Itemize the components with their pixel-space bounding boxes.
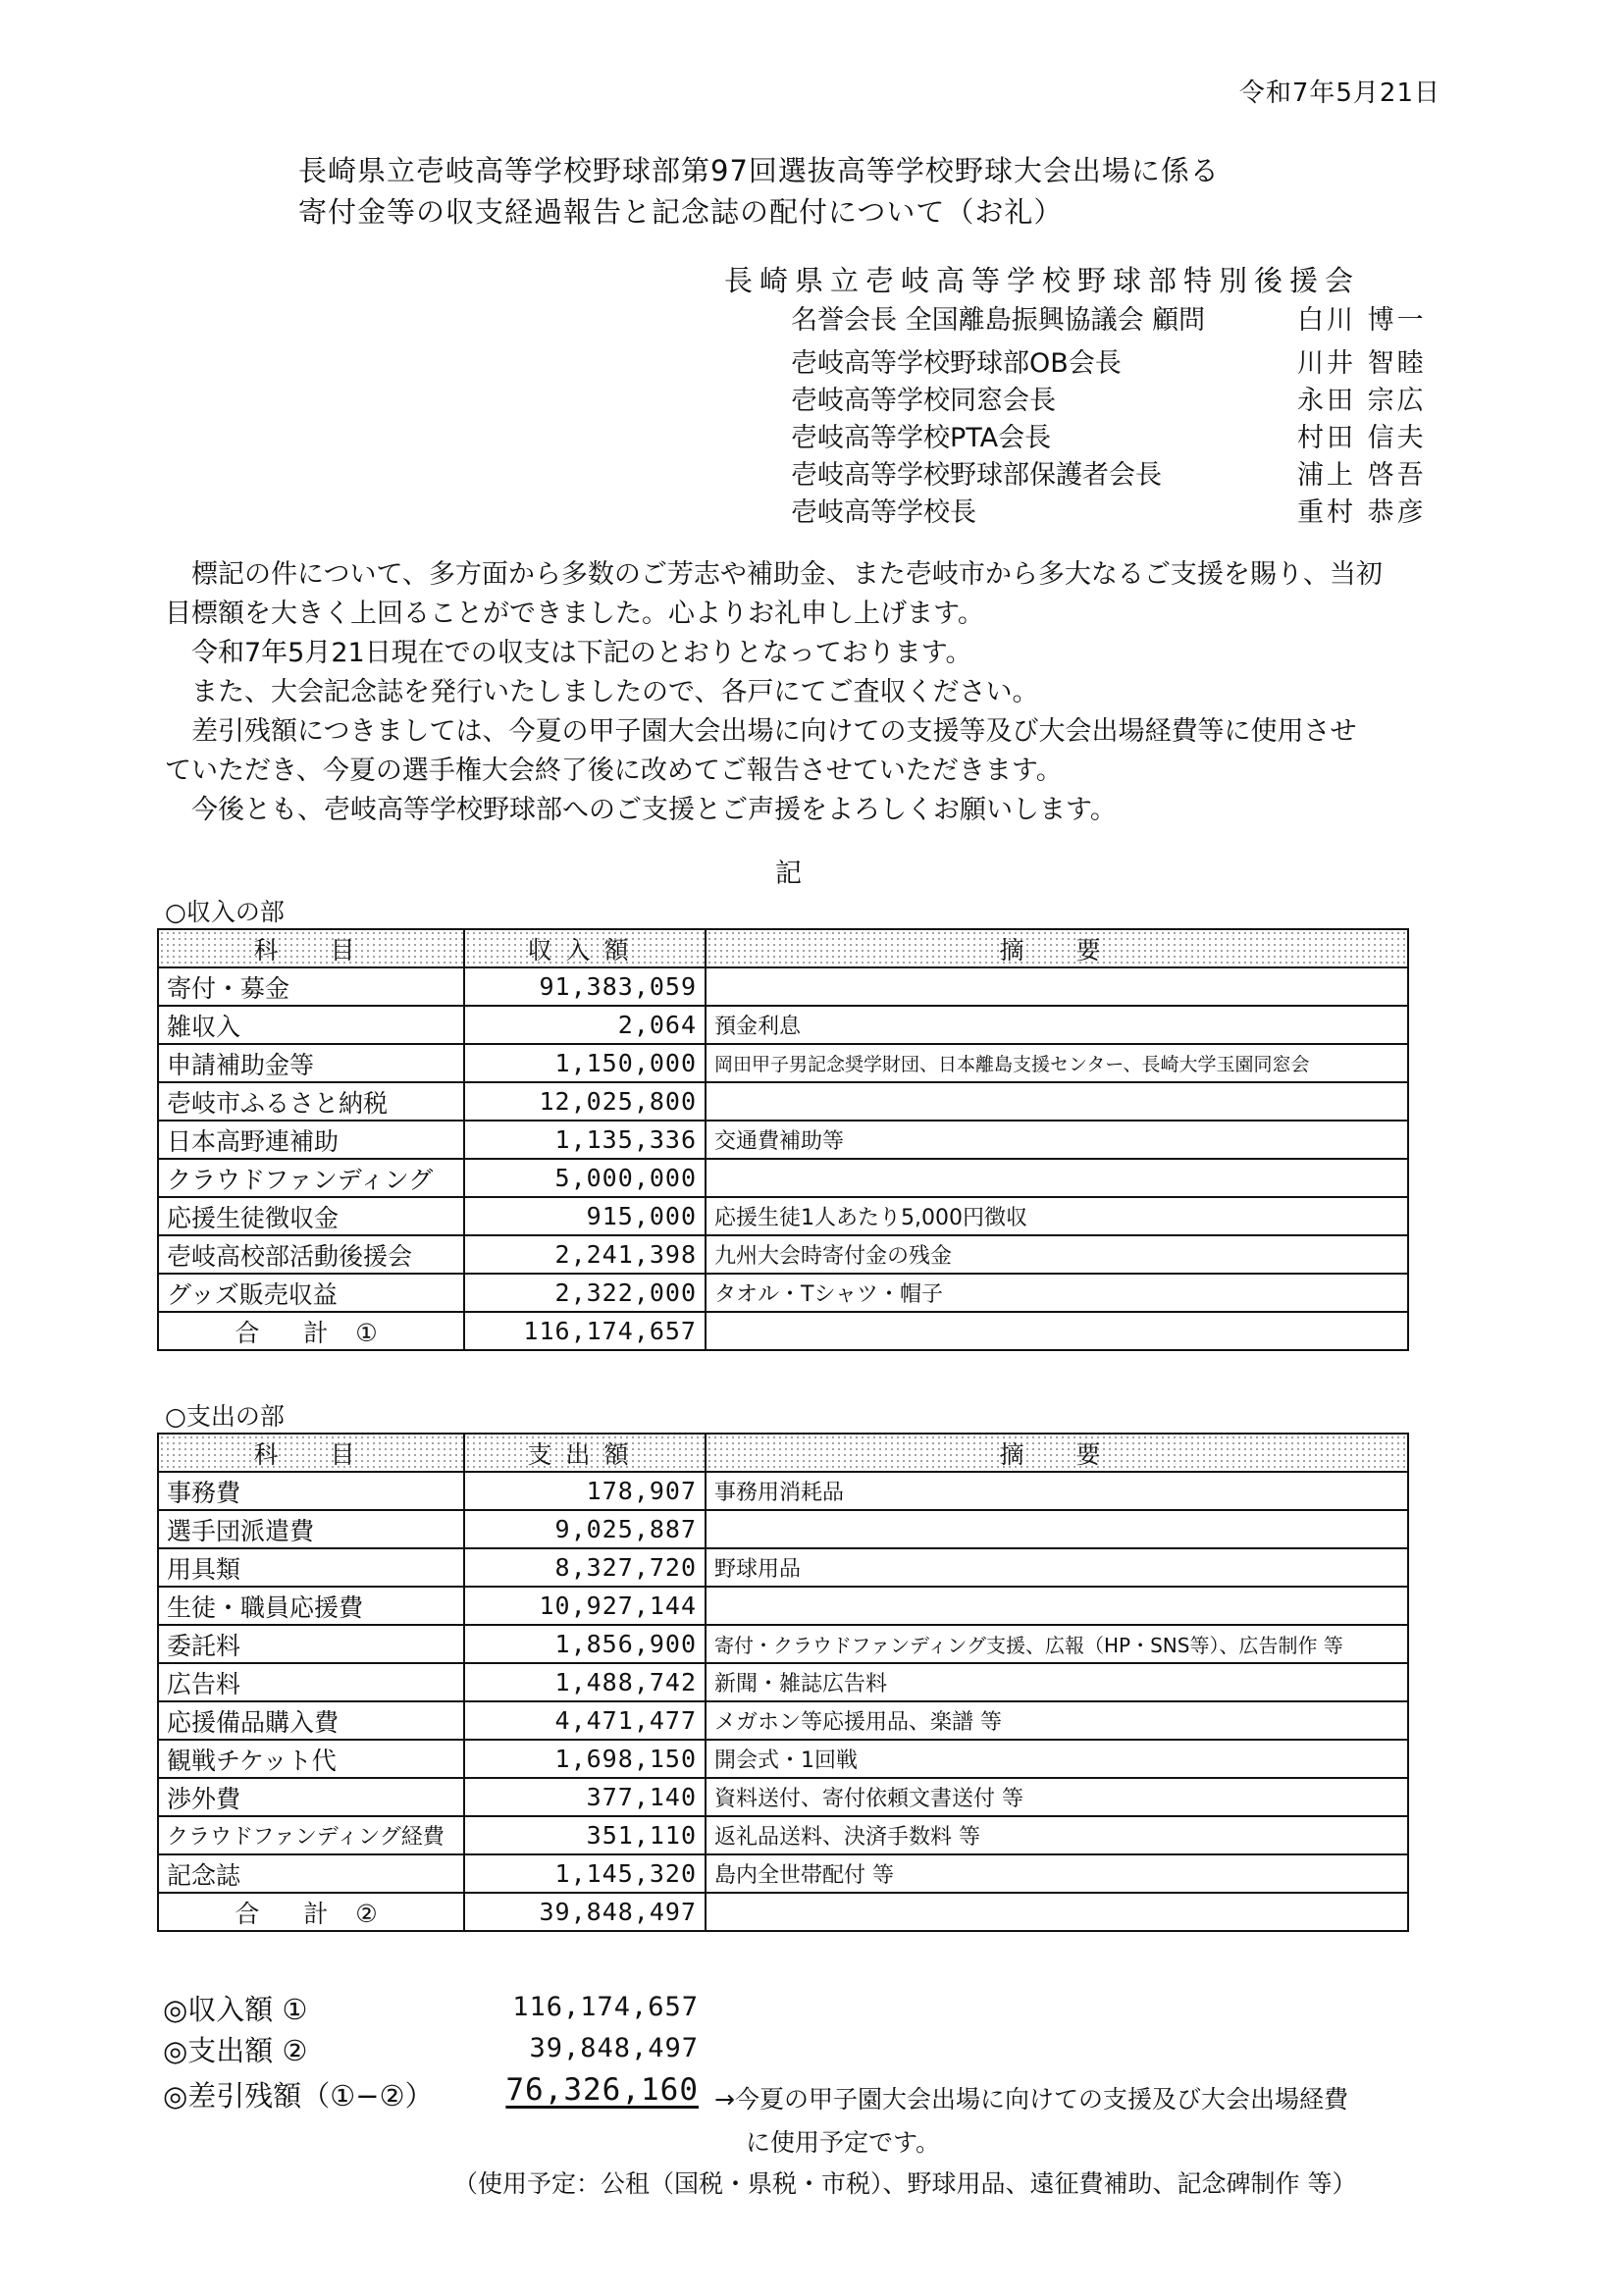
item-cell: クラウドファンディング経費 [158, 1816, 464, 1854]
total-note [706, 1893, 1408, 1931]
ki-heading: 記 [775, 859, 802, 889]
table-row [158, 1854, 1408, 1893]
body-line: 目標額を大きく上回ることができました。心よりお礼申し上げます。 [165, 599, 984, 629]
item-cell: 記念誌 [158, 1854, 464, 1893]
official-role: 壱岐高等学校PTA会長 [791, 423, 1052, 453]
note-cell: 岡田甲子男記念奨学財団、日本離島支援センター、長崎大学玉園同窓会 [706, 1044, 1408, 1082]
note-cell: 野球用品 [706, 1548, 1408, 1587]
planned-use-note: （使用予定：公租（国税・県税・市税）、野球用品、遠征費補助、記念碑制作 等） [453, 2169, 1357, 2198]
expense-section-label: ○支出の部 [165, 1402, 285, 1431]
amount-cell: 1,488,742 [464, 1663, 706, 1701]
note-cell [706, 1510, 1408, 1548]
header-amount: 支出額 [464, 1434, 706, 1472]
balance-note-line-1: →今夏の甲子園大会出場に向けての支援及び大会出場経費 [714, 2085, 1348, 2113]
table-row [158, 1663, 1408, 1701]
document-title-line-1: 長崎県立壱岐高等学校野球部第97回選抜高等学校野球大会出場に係る [298, 154, 1220, 187]
amount-cell: 2,241,398 [464, 1235, 706, 1274]
organization-name: 長崎県立壱岐高等学校野球部特別後援会 [724, 264, 1361, 297]
note-cell: 交通費補助等 [706, 1121, 1408, 1159]
table-row [158, 1235, 1408, 1274]
note-cell: 新聞・雑誌広告料 [706, 1663, 1408, 1701]
header-item: 科 目 [158, 1434, 464, 1472]
item-cell: 広告料 [158, 1663, 464, 1701]
note-cell: 開会式・1回戦 [706, 1740, 1408, 1778]
amount-cell: 2,064 [464, 1006, 706, 1044]
summary-expense-value: 39,848,497 [529, 2033, 699, 2063]
body-line: 令和7年5月21日現在での収支は下記のとおりとなっております。 [165, 638, 972, 668]
body-text [165, 555, 1460, 830]
table-row [158, 1587, 1408, 1625]
note-cell [706, 1587, 1408, 1625]
amount-cell: 12,025,800 [464, 1082, 706, 1121]
income-section-label: ○収入の部 [165, 898, 285, 926]
table-row [158, 1701, 1408, 1740]
summary-income-label: ◎収入額 ① [163, 1993, 308, 2026]
amount-cell: 2,322,000 [464, 1274, 706, 1312]
total-amount: 39,848,497 [464, 1893, 706, 1931]
table-row [158, 967, 1408, 1006]
summary-expense-label: ◎支出額 ② [163, 2034, 308, 2067]
header-note: 摘 要 [706, 929, 1408, 967]
note-cell: 返礼品送料、決済手数料 等 [706, 1816, 1408, 1854]
item-cell: 委託料 [158, 1625, 464, 1663]
official-name: 村田 信夫 [1297, 423, 1427, 453]
body-line: 標記の件について、多方面から多数のご芳志や補助金、また壱岐市から多大なるご支援を賜り、当初 [165, 559, 1383, 590]
item-cell: 日本高野連補助 [158, 1121, 464, 1159]
note-cell: 事務用消耗品 [706, 1472, 1408, 1510]
note-cell [706, 1082, 1408, 1121]
official-name: 永田 宗広 [1297, 386, 1427, 416]
header-item: 科 目 [158, 929, 464, 967]
table-header-row [158, 929, 1408, 967]
item-cell: 生徒・職員応援費 [158, 1587, 464, 1625]
note-cell: 島内全世帯配付 等 [706, 1854, 1408, 1893]
amount-cell: 10,927,144 [464, 1587, 706, 1625]
balance-note-line-2: に使用予定です。 [746, 2128, 941, 2157]
official-name: 白川 博一 [1297, 305, 1427, 336]
total-note [706, 1312, 1408, 1350]
table-row [158, 1006, 1408, 1044]
item-cell: グッズ販売収益 [158, 1274, 464, 1312]
table-row [158, 1740, 1408, 1778]
table-total-row [158, 1312, 1408, 1350]
amount-cell: 351,110 [464, 1816, 706, 1854]
item-cell: 壱岐高校部活動後援会 [158, 1235, 464, 1274]
income-table [157, 928, 1409, 1351]
expense-table [157, 1433, 1409, 1932]
amount-cell: 1,698,150 [464, 1740, 706, 1778]
body-line: 差引残額につきましては、今夏の甲子園大会出場に向けての支援等及び大会出場経費等に使用させ [165, 716, 1357, 747]
item-cell: 壱岐市ふるさと納税 [158, 1082, 464, 1121]
item-cell: 応援生徒徴収金 [158, 1197, 464, 1235]
amount-cell: 915,000 [464, 1197, 706, 1235]
table-row [158, 1159, 1408, 1197]
total-label: 合 計 ② [158, 1893, 464, 1931]
table-row [158, 1082, 1408, 1121]
table-row [158, 1816, 1408, 1854]
table-header-row [158, 1434, 1408, 1472]
note-cell: 資料送付、寄付依頼文書送付 等 [706, 1778, 1408, 1816]
item-cell: 観戦チケット代 [158, 1740, 464, 1778]
amount-cell: 8,327,720 [464, 1548, 706, 1587]
table-row [158, 1510, 1408, 1548]
amount-cell: 91,383,059 [464, 967, 706, 1006]
header-amount: 収入額 [464, 929, 706, 967]
item-cell: 事務費 [158, 1472, 464, 1510]
amount-cell: 377,140 [464, 1778, 706, 1816]
body-line: ていただき、今夏の選手権大会終了後に改めてご報告させていただきます。 [165, 756, 1063, 786]
amount-cell: 9,025,887 [464, 1510, 706, 1548]
official-name: 川井 智睦 [1297, 348, 1427, 379]
item-cell: 申請補助金等 [158, 1044, 464, 1082]
note-cell: 寄付・クラウドファンディング支援、広報（HP・SNS等）、広告制作 等 [706, 1625, 1408, 1663]
table-row [158, 1548, 1408, 1587]
table-row [158, 1778, 1408, 1816]
body-line: 今後とも、壱岐高等学校野球部へのご支援とご声援をよろしくお願いします。 [165, 795, 1117, 825]
summary-balance-label: ◎差引残額（①−②） [163, 2079, 434, 2113]
note-cell [706, 1159, 1408, 1197]
note-cell: タオル・Tシャツ・帽子 [706, 1274, 1408, 1312]
official-role: 壱岐高等学校野球部保護者会長 [791, 460, 1162, 491]
official-name: 浦上 啓吾 [1297, 460, 1427, 491]
item-cell: 雑収入 [158, 1006, 464, 1044]
amount-cell: 1,145,320 [464, 1854, 706, 1893]
amount-cell: 4,471,477 [464, 1701, 706, 1740]
official-role: 壱岐高等学校野球部OB会長 [791, 348, 1122, 379]
item-cell: 寄付・募金 [158, 967, 464, 1006]
note-cell: メガホン等応援用品、楽譜 等 [706, 1701, 1408, 1740]
table-row [158, 1197, 1408, 1235]
document-title-line-2: 寄付金等の収支経過報告と記念誌の配付について（お礼） [298, 195, 1064, 229]
amount-cell: 178,907 [464, 1472, 706, 1510]
summary-income-value: 116,174,657 [512, 1992, 699, 2022]
header-note: 摘 要 [706, 1434, 1408, 1472]
item-cell: 用具類 [158, 1548, 464, 1587]
official-name: 重村 恭彦 [1297, 497, 1427, 528]
body-line: また、大会記念誌を発行いたしましたので、各戸にてご査収ください。 [165, 677, 1039, 707]
document-date: 令和7年5月21日 [1238, 78, 1440, 108]
table-row [158, 1121, 1408, 1159]
item-cell: クラウドファンディング [158, 1159, 464, 1197]
note-cell: 応援生徒1人あたり5,000円徴収 [706, 1197, 1408, 1235]
table-row [158, 1625, 1408, 1663]
summary-balance-value: 76,326,160 [505, 2072, 699, 2108]
amount-cell: 1,856,900 [464, 1625, 706, 1663]
table-row [158, 1274, 1408, 1312]
note-cell: 九州大会時寄付金の残金 [706, 1235, 1408, 1274]
amount-cell: 1,150,000 [464, 1044, 706, 1082]
official-role: 壱岐高等学校長 [791, 497, 976, 528]
table-row [158, 1472, 1408, 1510]
item-cell: 渉外費 [158, 1778, 464, 1816]
official-role: 壱岐高等学校同窓会長 [791, 386, 1056, 416]
item-cell: 応援備品購入費 [158, 1701, 464, 1740]
note-cell [706, 967, 1408, 1006]
amount-cell: 5,000,000 [464, 1159, 706, 1197]
table-total-row [158, 1893, 1408, 1931]
total-label: 合 計 ① [158, 1312, 464, 1350]
amount-cell: 1,135,336 [464, 1121, 706, 1159]
total-amount: 116,174,657 [464, 1312, 706, 1350]
note-cell: 預金利息 [706, 1006, 1408, 1044]
official-role: 名誉会長 全国離島振興協議会 顧問 [791, 305, 1206, 336]
table-row [158, 1044, 1408, 1082]
item-cell: 選手団派遣費 [158, 1510, 464, 1548]
